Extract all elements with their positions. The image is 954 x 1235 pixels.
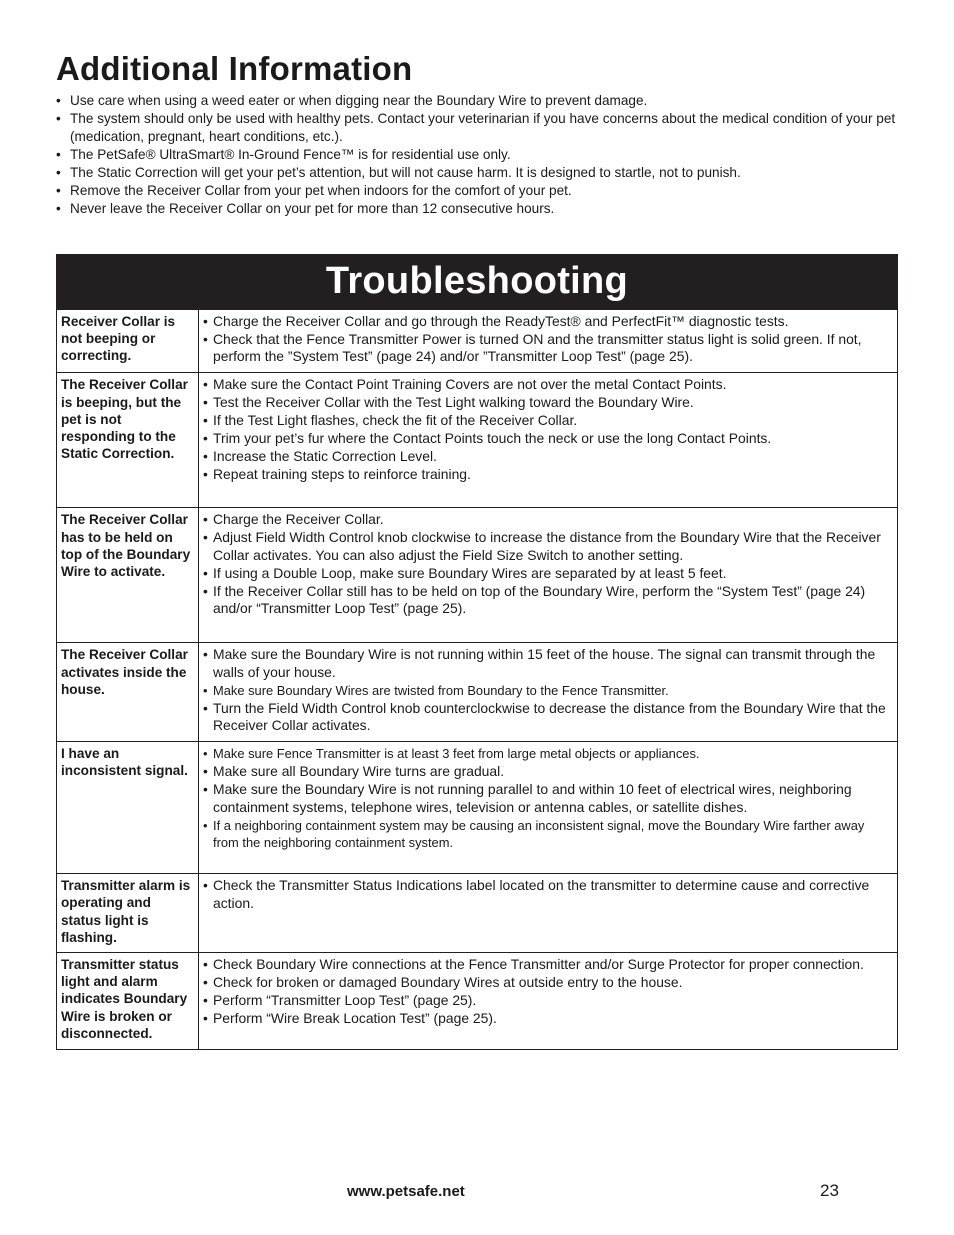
solution-item: • Charge the Receiver Collar and go through the ReadyTest® and PerfectFit™ diagnostic tests. <box>203 313 893 330</box>
solution-item: • Make sure the Contact Point Training Covers are not over the metal Contact Points. <box>203 376 893 393</box>
info-item: • The system should only be used with healthy pets. Contact your veterinarian if you have concerns about the medical condition of your pet (medication, pregnant, heart conditions, etc.). <box>56 110 898 145</box>
solution-item: • Make sure Boundary Wires are twisted from Boundary to the Fence Transmitter. <box>203 682 893 699</box>
footer-website: www.petsafe.net <box>347 1183 465 1200</box>
solution-item: • Test the Receiver Collar with the Test Light walking toward the Boundary Wire. <box>203 394 893 411</box>
solution-cell <box>199 953 898 1050</box>
solution-item: • If the Receiver Collar still has to be held on top of the Boundary Wire, perform the “System Test” (page 24) and/or “Transmitter Loop Test” (page 25). <box>203 583 893 618</box>
problem-cell: The Receiver Collar activates inside the house. <box>57 643 199 742</box>
solution-item: • If a neighboring containment system may be causing an inconsistent signal, move the Boundary Wire farther away from the neighboring containment system. <box>203 817 893 852</box>
solution-item: • Check for broken or damaged Boundary Wires at outside entry to the house. <box>203 974 893 991</box>
solution-item: • Charge the Receiver Collar. <box>203 511 893 528</box>
solution-item: • Make sure the Boundary Wire is not running within 15 feet of the house. The signal can transmit through the walls of your house. <box>203 646 893 681</box>
solution-item: • Check the Transmitter Status Indications label located on the transmitter to determine cause and corrective action. <box>203 877 893 912</box>
info-item: • Use care when using a weed eater or when digging near the Boundary Wire to prevent damage. <box>56 92 898 110</box>
problem-cell: The Receiver Collar has to be held on top of the Boundary Wire to activate. <box>57 508 199 643</box>
solution-item: • Increase the Static Correction Level. <box>203 448 893 465</box>
solution-item: • Trim your pet’s fur where the Contact Points touch the neck or use the long Contact Points. <box>203 430 893 447</box>
solution-item: • Make sure the Boundary Wire is not running parallel to and within 10 feet of electrical wires, neighboring containment systems, telephone wires, television or antenna cables, or satellite dishes. <box>203 781 893 816</box>
table-row <box>57 373 898 508</box>
solution-item: • Adjust Field Width Control knob clockwise to increase the distance from the Boundary Wire that the Receiver Collar activates. You can also adjust the Field Size Switch to another setting. <box>203 529 893 564</box>
solution-item: • Check that the Fence Transmitter Power is turned ON and the transmitter status light is solid green. If not, perform the ”System Test” (page 24) and/or ”Transmitter Loop Test” (page 25). <box>203 331 893 366</box>
table-row <box>57 643 898 742</box>
table-row <box>57 742 898 874</box>
table-row <box>57 310 898 373</box>
info-item: • Never leave the Receiver Collar on your pet for more than 12 consecutive hours. <box>56 200 898 218</box>
solution-item: • Make sure Fence Transmitter is at least 3 feet from large metal objects or appliances. <box>203 745 893 762</box>
solution-cell <box>199 373 898 508</box>
solution-item: • Check Boundary Wire connections at the Fence Transmitter and/or Surge Protector for proper connection. <box>203 956 893 973</box>
problem-cell: Transmitter status light and alarm indicates Boundary Wire is broken or disconnected. <box>57 953 199 1050</box>
table-row <box>57 508 898 643</box>
solution-cell <box>199 508 898 643</box>
info-item: • The PetSafe® UltraSmart® In-Ground Fence™ is for residential use only. <box>56 146 898 164</box>
solution-item: • Perform “Transmitter Loop Test” (page 25). <box>203 992 893 1009</box>
additional-information-list <box>56 92 898 218</box>
additional-information-heading: Additional Information <box>56 50 413 87</box>
problem-cell: I have an inconsistent signal. <box>57 742 199 874</box>
solution-item: • Perform “Wire Break Location Test” (page 25). <box>203 1010 893 1027</box>
troubleshooting-table <box>56 309 898 1050</box>
solution-item: • Turn the Field Width Control knob counterclockwise to decrease the distance from the Boundary Wire that the Receiver Collar activates. <box>203 700 893 735</box>
solution-cell <box>199 742 898 874</box>
solution-cell <box>199 310 898 373</box>
problem-cell: Transmitter alarm is operating and status light is flashing. <box>57 874 199 953</box>
info-item: • Remove the Receiver Collar from your pet when indoors for the comfort of your pet. <box>56 182 898 200</box>
solution-item: • If using a Double Loop, make sure Boundary Wires are separated by at least 5 feet. <box>203 565 893 582</box>
solution-item: • Repeat training steps to reinforce training. <box>203 466 893 483</box>
table-row <box>57 953 898 1050</box>
solution-item: • If the Test Light flashes, check the fit of the Receiver Collar. <box>203 412 893 429</box>
solution-cell <box>199 874 898 953</box>
troubleshooting-heading: Troubleshooting <box>56 254 898 309</box>
page-number: 23 <box>820 1181 839 1200</box>
solution-item: • Make sure all Boundary Wire turns are gradual. <box>203 763 893 780</box>
problem-cell: Receiver Collar is not beeping or correcting. <box>57 310 199 373</box>
info-item: • The Static Correction will get your pet’s attention, but will not cause harm. It is designed to startle, not to punish. <box>56 164 898 182</box>
table-row <box>57 874 898 953</box>
problem-cell: The Receiver Collar is beeping, but the pet is not responding to the Static Correction. <box>57 373 199 508</box>
solution-cell <box>199 643 898 742</box>
